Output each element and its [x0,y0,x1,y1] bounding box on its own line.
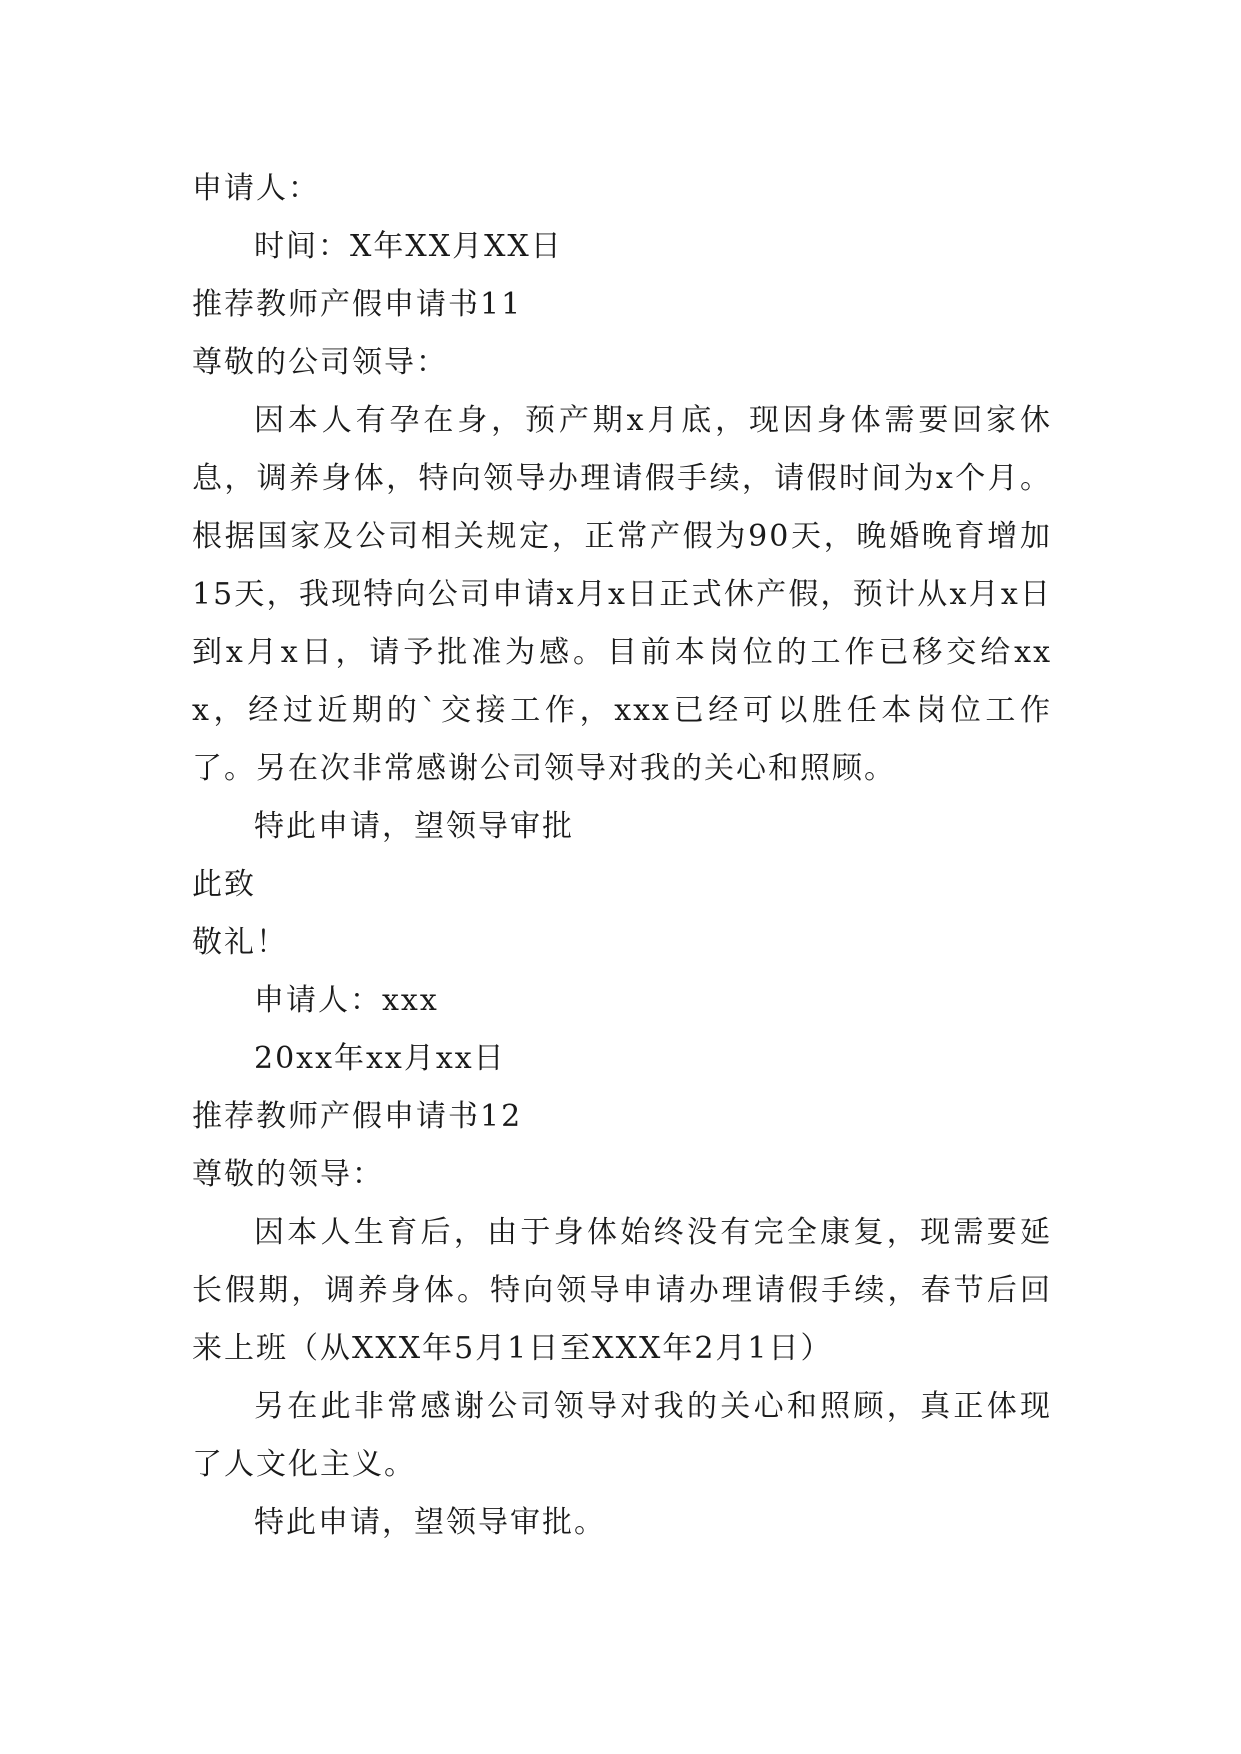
section-title: 推荐教师产假申请书12 [192,1099,523,1134]
salutation: 尊敬的领导： [192,1157,384,1192]
salutation: 尊敬的公司领导： [192,345,448,380]
body-paragraph: 因本人生育后，由于身体始终没有完全康复，现需要延长假期，调养身体。特向领导申请办理请假手续，春节后回来上班（从XXX年5月1日至XXX年2月1日） [192,1215,1052,1366]
applicant-signature: 申请人：xxx [254,983,439,1018]
closing-request: 特此申请，望领导审批 [254,809,574,844]
closing-jing-li: 敬礼！ [192,925,288,960]
applicant-label: 申请人： [192,171,320,206]
closing-ci-zhi: 此致 [192,867,256,902]
date-line: 时间：X年XX月XX日 [254,229,563,264]
section-title: 推荐教师产假申请书11 [192,287,523,322]
body-paragraph: 因本人有孕在身，预产期x月底，现因身体需要回家休息，调养身体，特向领导办理请假手续，请假时间为x个月。根据国家及公司相关规定，正常产假为90天，晚婚晚育增加15天，我现特向公司申请x月x日正式休产假，预计从x月x日到x月x日，请予批准为感。目前本岗位的工作已移交给xxx，经过近期的`交接工作，xxx已经可以胜任本岗位工作了。另在次非常感谢公司领导对我的关心和照顾。 [192,403,1052,786]
document-content [192,160,1052,1552]
date-line: 20xx年xx月xx日 [254,1041,506,1076]
body-paragraph: 另在此非常感谢公司领导对我的关心和照顾，真正体现了人文化主义。 [192,1389,1052,1482]
closing-request: 特此申请，望领导审批。 [254,1505,606,1540]
